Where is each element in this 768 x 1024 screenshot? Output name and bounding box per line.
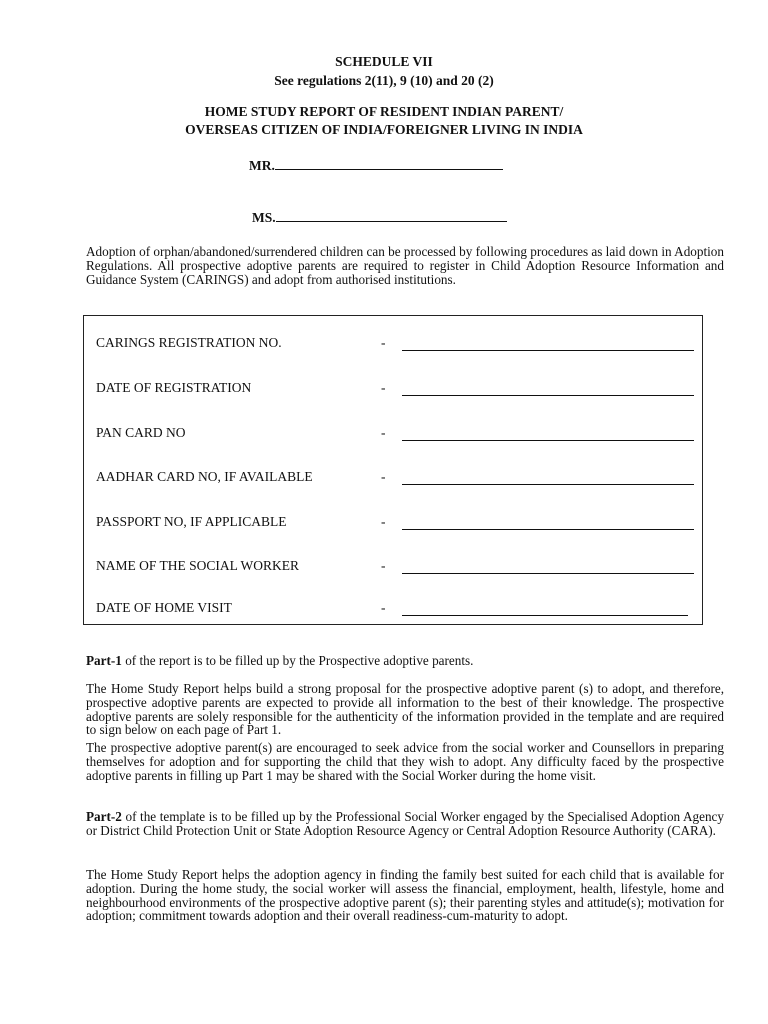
field-separator: -: [381, 380, 386, 395]
form-row: [84, 600, 702, 620]
part1-label: Part-1: [86, 653, 122, 668]
part2-intro: [86, 810, 724, 838]
part2-intro-text: of the template is to be filled up by the Professional Social Worker engaged by the Specialised Adoption Agency or District Child Protection Unit or State Adoption Resource Agency or Central Adoption Resource Authority (CARA).: [86, 809, 724, 838]
mr-label: MR.: [249, 158, 275, 173]
form-row: [84, 425, 702, 445]
part1-intro: [86, 654, 724, 668]
ms-label: MS.: [252, 210, 276, 225]
report-title-line-1: HOME STUDY REPORT OF RESIDENT INDIAN PARENT/: [204, 104, 564, 119]
part1-paragraph-2: The prospective adoptive parent(s) are encouraged to seek advice from the social worker and Counsellors in preparing themselves for adoption and for supporting the child that they wish to adopt. Any difficulty faced by the prospective adoptive parents in filling up Part 1 may be shared with the Social Worker during the home visit.: [86, 740, 724, 783]
aadhar-card-input-line[interactable]: [402, 484, 694, 485]
schedule-heading: SCHEDULE VII: [335, 54, 433, 69]
mr-blank-line: [275, 155, 503, 170]
pan-card-input-line[interactable]: [402, 440, 694, 441]
field-label: NAME OF THE SOCIAL WORKER: [96, 558, 300, 573]
form-row: [84, 469, 702, 489]
home-visit-date-input-line[interactable]: [402, 615, 688, 616]
field-label: PAN CARD NO: [96, 425, 186, 440]
field-label: PASSPORT NO, IF APPLICABLE: [96, 514, 287, 529]
part2-paragraph-1: The Home Study Report helps the adoption agency in finding the family best suited for each child that is available for adoption. During the home study, the social worker will assess the financial, employment, health, lifestyle, home and neighbourhood environments of the prospective adoptive parent (s); their parenting styles and attitude(s); motivation for adoption; commitment towards adoption and their overall readiness-cum-maturity to adopt.: [86, 867, 724, 924]
ms-name-field[interactable]: [252, 207, 507, 226]
field-label: AADHAR CARD NO, IF AVAILABLE: [96, 469, 313, 484]
passport-input-line[interactable]: [402, 529, 694, 530]
field-separator: -: [381, 425, 386, 440]
field-label: CARINGS REGISTRATION NO.: [96, 335, 282, 350]
form-row: [84, 380, 702, 400]
social-worker-input-line[interactable]: [402, 573, 694, 574]
registration-details-box: [83, 315, 703, 625]
registration-date-input-line[interactable]: [402, 395, 694, 396]
field-separator: -: [381, 558, 386, 573]
form-row: [84, 558, 702, 578]
part1-paragraph-1: The Home Study Report helps build a strong proposal for the prospective adoptive parent (s) to adopt, and therefore, prospective adoptive parents are expected to provide all information to the best of their knowledge. The prospective adoptive parents are solely responsible for the authenticity of the information provided in the template and are required to sign below on each page of Part 1.: [86, 681, 724, 738]
field-separator: -: [381, 514, 386, 529]
field-separator: -: [381, 335, 386, 350]
mr-name-field[interactable]: [249, 155, 503, 174]
intro-paragraph: Adoption of orphan/abandoned/surrendered children can be processed by following procedures as laid down in Adoption Regulations. All prospective adoptive parents are required to register in Child Adoption Resource Information and Guidance System (CARINGS) and adopt from authorised institutions.: [86, 244, 724, 287]
field-label: DATE OF HOME VISIT: [96, 600, 232, 615]
part2-label: Part-2: [86, 809, 122, 824]
report-title-line-2: OVERSEAS CITIZEN OF INDIA/FOREIGNER LIVING IN INDIA: [185, 122, 583, 137]
carings-registration-input-line[interactable]: [402, 350, 694, 351]
ms-blank-line: [276, 207, 507, 222]
part1-intro-text: of the report is to be filled up by the Prospective adoptive parents.: [121, 653, 474, 668]
field-label: DATE OF REGISTRATION: [96, 380, 252, 395]
field-separator: -: [381, 600, 386, 615]
field-separator: -: [381, 469, 386, 484]
form-row: [84, 335, 702, 355]
regulations-reference: See regulations 2(11), 9 (10) and 20 (2): [274, 73, 494, 88]
form-row: [84, 514, 702, 534]
